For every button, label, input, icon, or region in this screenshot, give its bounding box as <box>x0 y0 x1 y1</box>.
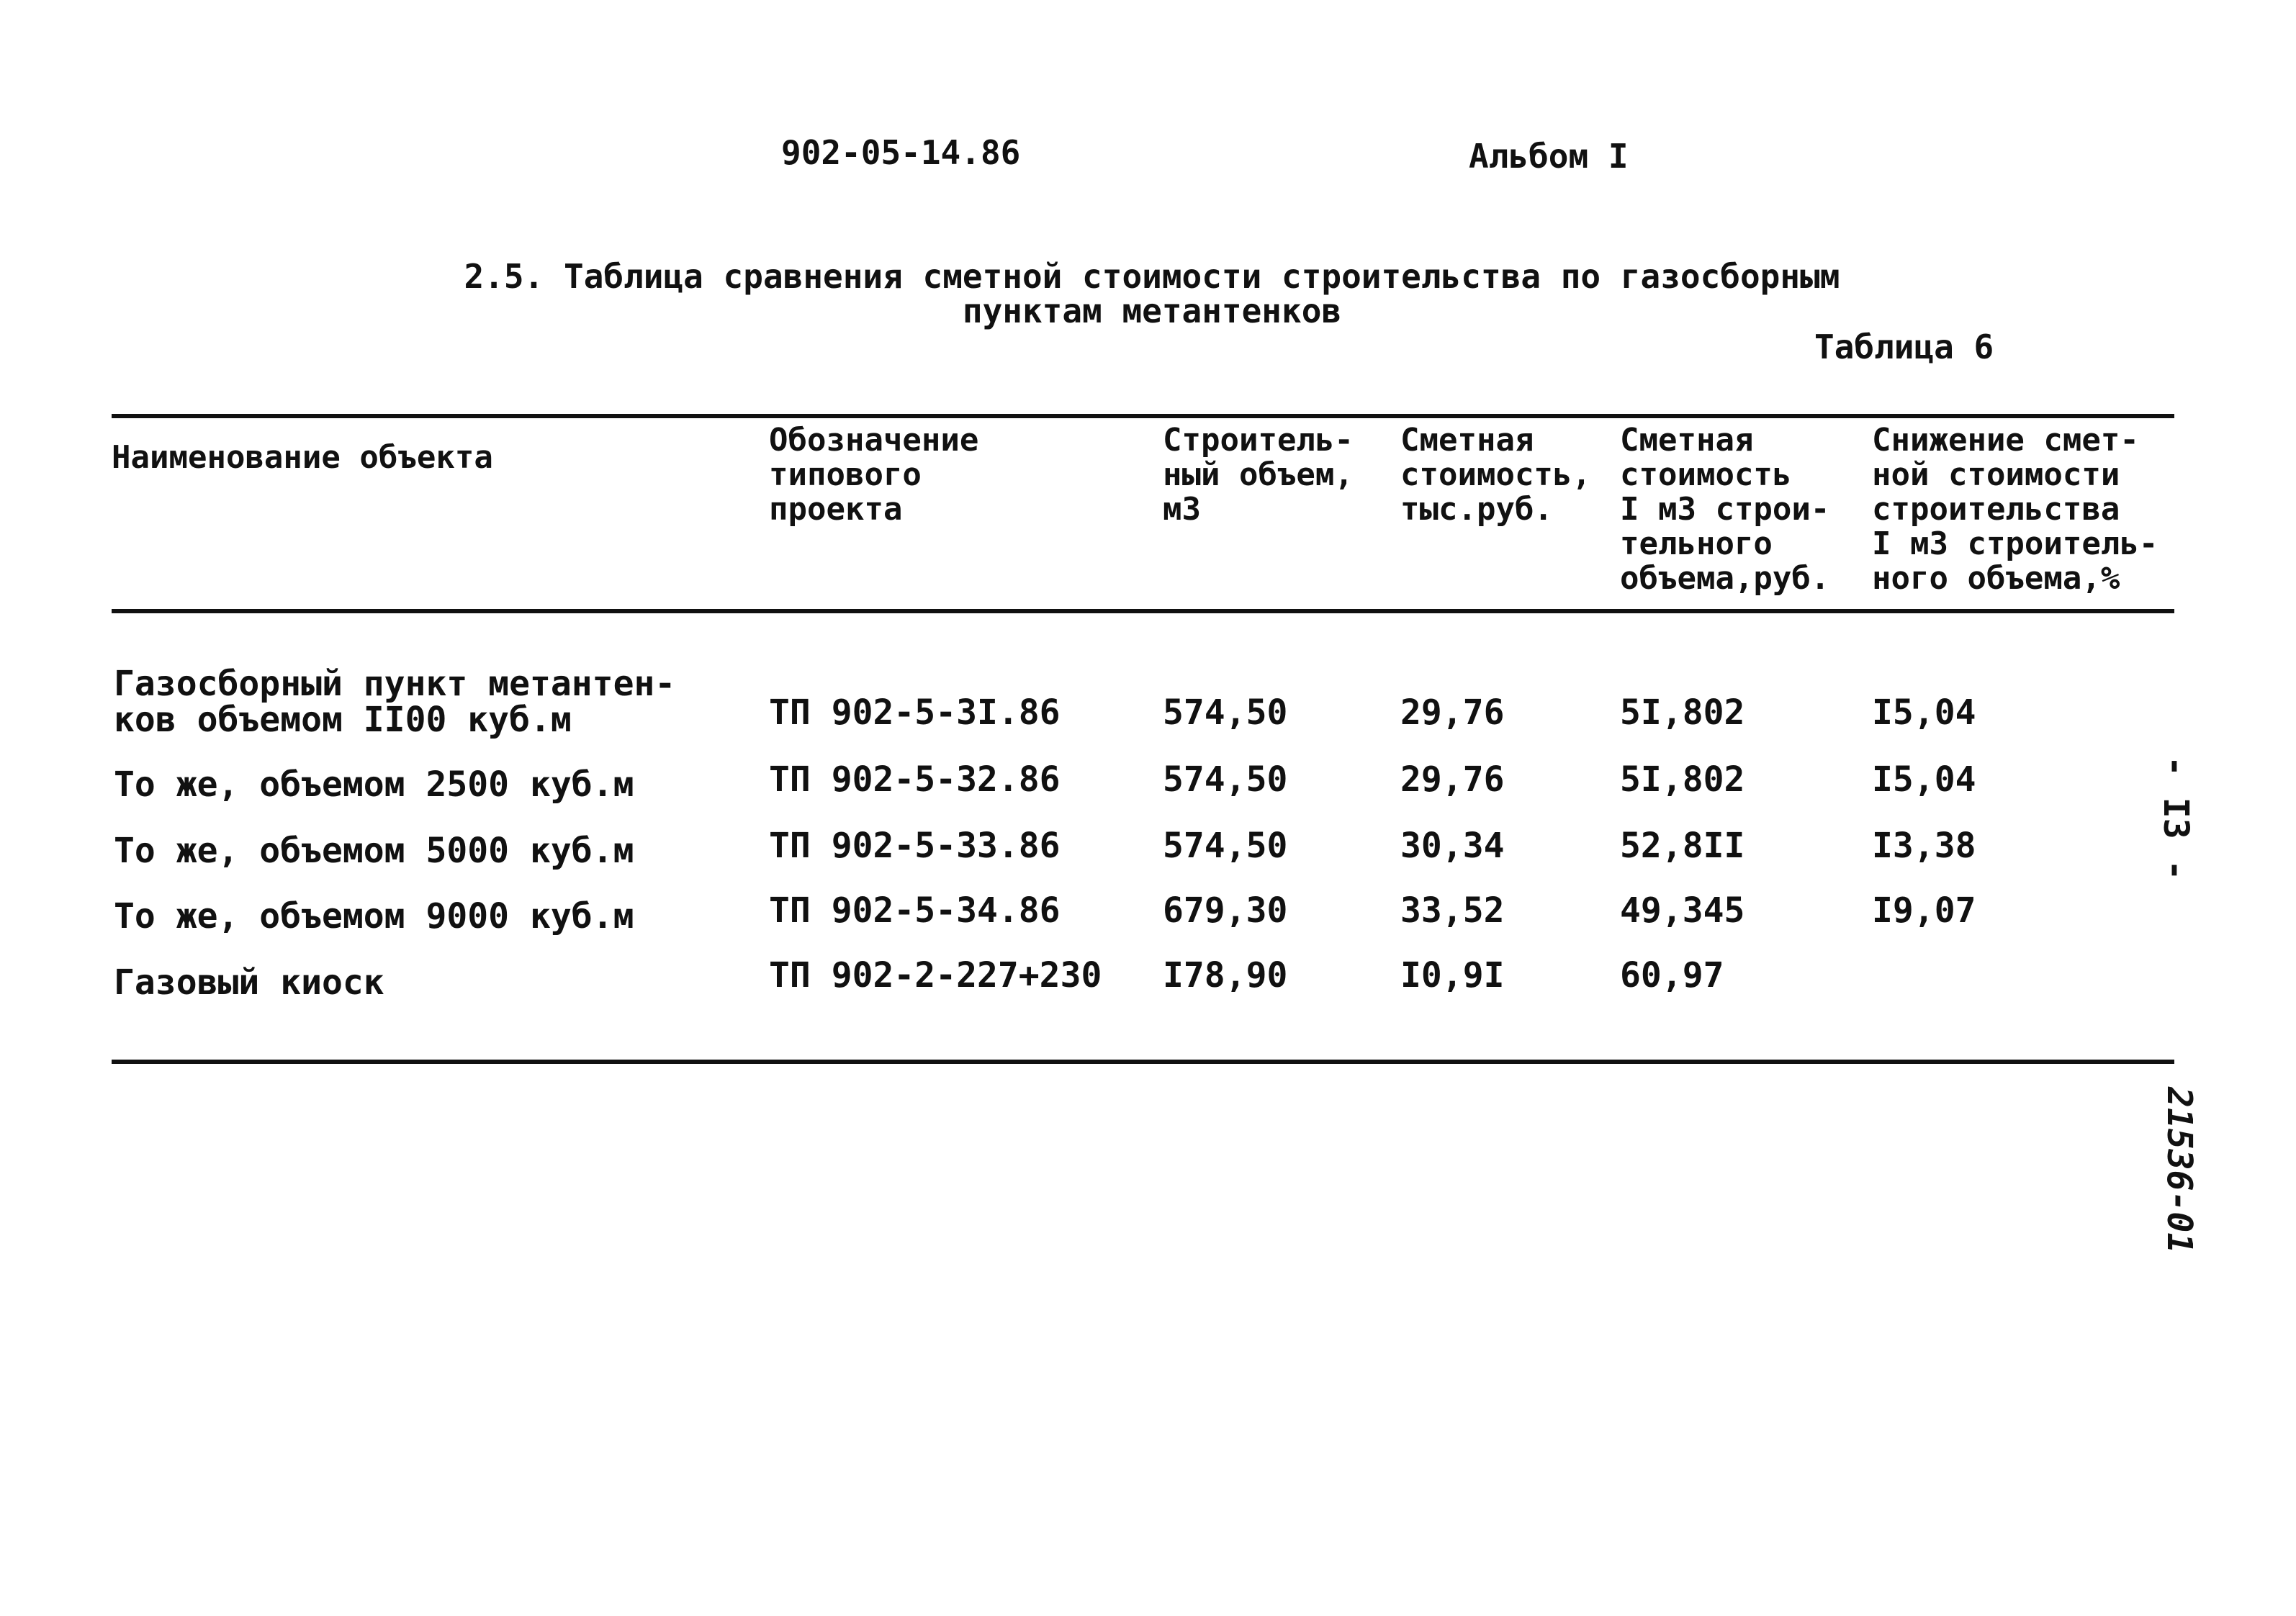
page-number: - I3 - <box>2156 756 2196 881</box>
row-unit-cost: 49,345 <box>1620 890 1745 931</box>
row-unit-cost: 60,97 <box>1620 955 1724 996</box>
row-reduction: I3,38 <box>1872 826 1976 866</box>
column-header-project: Обозначение типового проекта <box>769 422 979 528</box>
section-title-line1: 2.5. Таблица сравнения сметной стоимости строительства по газосборным <box>464 257 1840 296</box>
row-project: ТП 902-2-227+230 <box>769 955 1102 996</box>
column-header-volume: Строитель- ный объем, м3 <box>1163 422 1354 528</box>
column-header-unit-cost: Сметная стоимость I м3 строи- тельного объема,руб. <box>1620 422 1830 597</box>
section-title-line2: пунктам метантенков <box>962 292 1342 330</box>
row-cost: 29,76 <box>1400 759 1505 800</box>
row-volume: 574,50 <box>1163 692 1288 733</box>
row-cost: 30,34 <box>1400 826 1505 866</box>
row-project: ТП 902-5-32.86 <box>769 759 1061 800</box>
row-volume: 574,50 <box>1163 759 1288 800</box>
row-cost: 33,52 <box>1400 890 1505 931</box>
table-header-rule <box>112 609 2174 613</box>
row-name: Газосборный пункт метантен- ков объемом II00 куб.м <box>114 664 676 740</box>
row-project: ТП 902-5-3I.86 <box>769 692 1061 733</box>
row-name: Газовый киоск <box>114 962 384 1003</box>
table-top-rule <box>112 414 2174 418</box>
row-reduction: I5,04 <box>1872 759 1976 800</box>
album-label: Альбом I <box>1469 137 1629 176</box>
row-name: То же, объемом 5000 куб.м <box>114 831 634 871</box>
row-name: То же, объемом 2500 куб.м <box>114 764 634 805</box>
column-header-name: Наименование объекта <box>112 439 493 476</box>
row-cost: 29,76 <box>1400 692 1505 733</box>
row-project: ТП 902-5-34.86 <box>769 890 1061 931</box>
row-reduction: I5,04 <box>1872 692 1976 733</box>
row-cost: I0,9I <box>1400 955 1505 996</box>
row-volume: I78,90 <box>1163 955 1288 996</box>
row-name: То же, объемом 9000 куб.м <box>114 896 634 936</box>
row-unit-cost: 5I,802 <box>1620 759 1745 800</box>
table-bottom-rule <box>112 1060 2174 1064</box>
row-unit-cost: 5I,802 <box>1620 692 1745 733</box>
inventory-number: 21536-01 <box>2159 1087 2200 1254</box>
table-label: Таблица 6 <box>1814 328 1994 366</box>
row-volume: 679,30 <box>1163 890 1288 931</box>
column-header-cost: Сметная стоимость, тыс.руб. <box>1400 422 1591 528</box>
row-reduction: I9,07 <box>1872 890 1976 931</box>
row-project: ТП 902-5-33.86 <box>769 826 1061 866</box>
row-volume: 574,50 <box>1163 826 1288 866</box>
column-header-reduction: Снижение смет- ной стоимости строительства I м3 строитель- ного объема,% <box>1872 422 2158 597</box>
document-code: 902-05-14.86 <box>781 133 1021 172</box>
row-unit-cost: 52,8II <box>1620 826 1745 866</box>
